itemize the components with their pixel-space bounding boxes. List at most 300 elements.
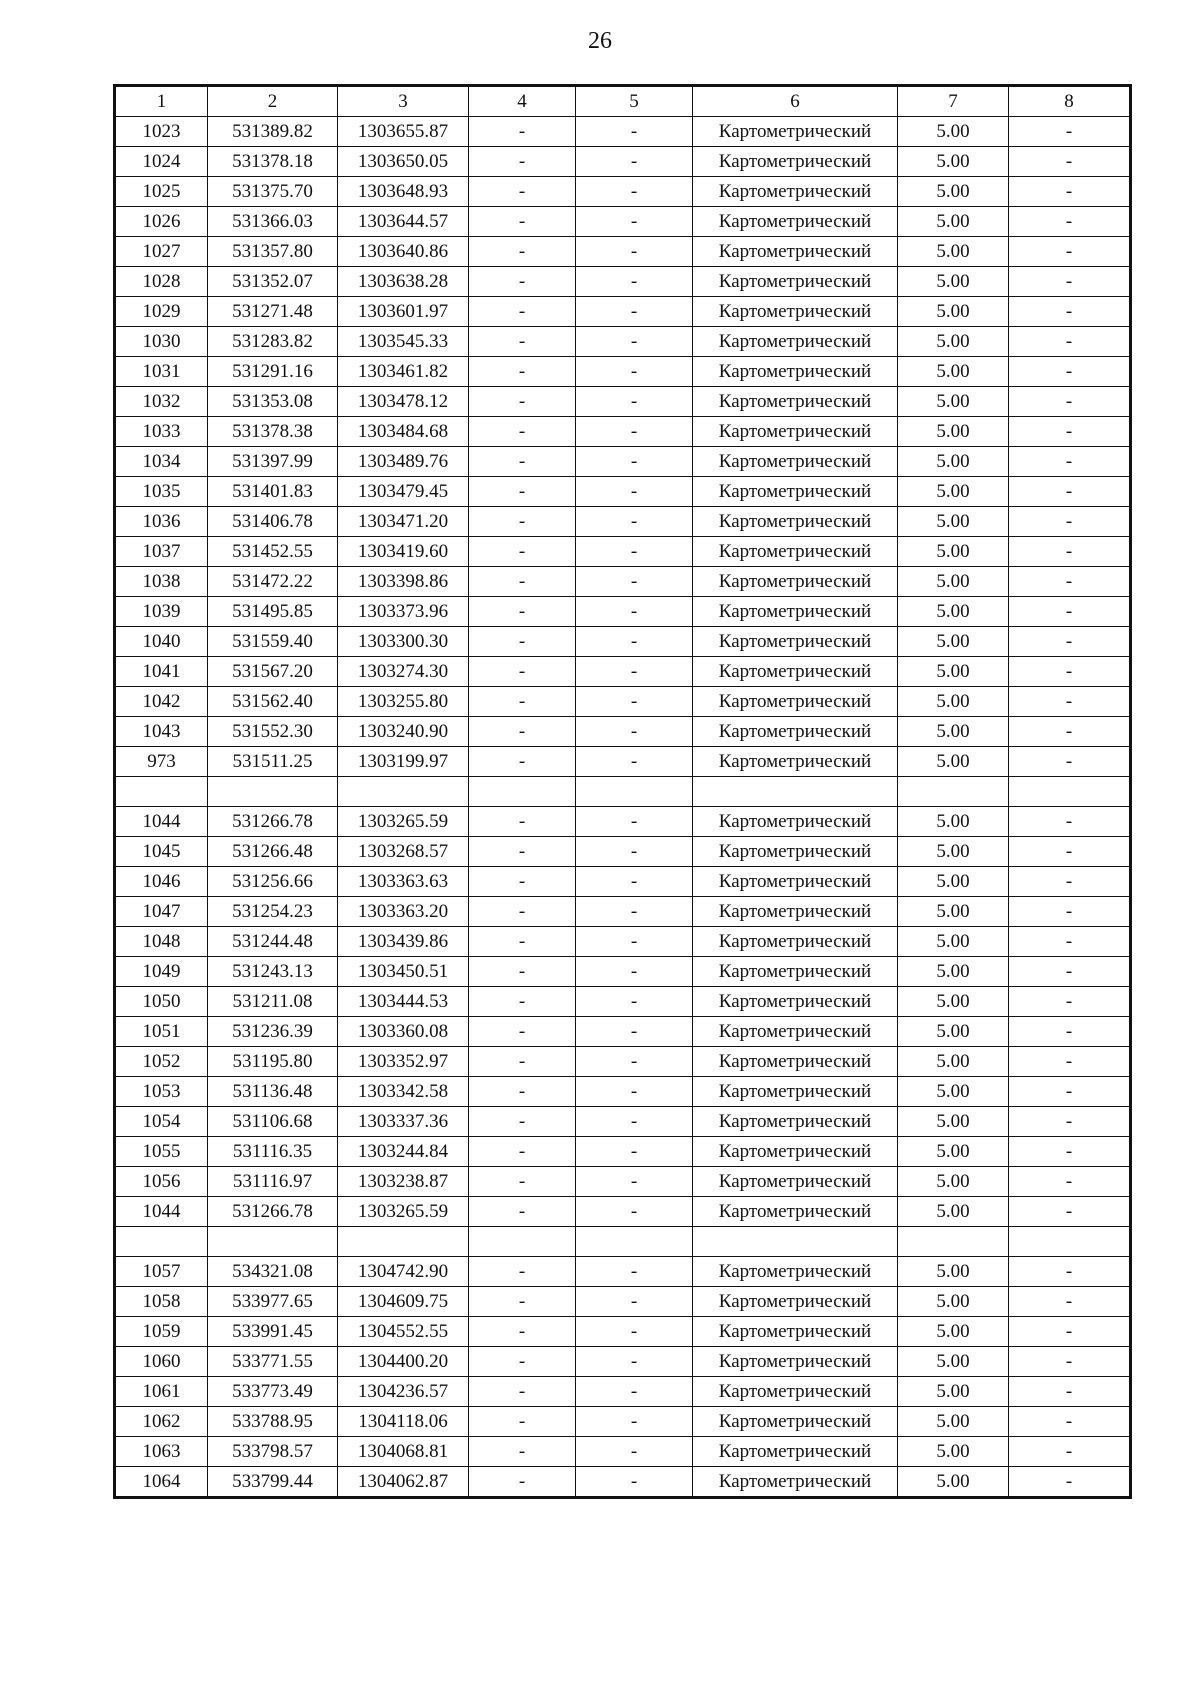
table-row (115, 237, 1131, 267)
method-cell: Картометрический (693, 747, 898, 777)
column-4-cell: - (469, 657, 576, 687)
y-coordinate-cell: 1304118.06 (338, 1407, 469, 1437)
y-coordinate-cell: 1303638.28 (338, 267, 469, 297)
x-coordinate-cell: 531236.39 (208, 1017, 338, 1047)
column-4-cell: - (469, 387, 576, 417)
page-number: 26 (588, 28, 612, 54)
point-number-cell (115, 777, 208, 807)
y-coordinate-cell: 1303255.80 (338, 687, 469, 717)
y-coordinate-cell: 1303484.68 (338, 417, 469, 447)
y-coordinate-cell: 1303199.97 (338, 747, 469, 777)
x-coordinate-cell: 531567.20 (208, 657, 338, 687)
table-row (115, 987, 1131, 1017)
column-4-cell (469, 777, 576, 807)
column-4-cell: - (469, 837, 576, 867)
x-coordinate-cell: 531266.78 (208, 1197, 338, 1227)
point-number-cell: 1047 (115, 897, 208, 927)
column-4-cell: - (469, 1317, 576, 1347)
column-5-cell: - (576, 1377, 693, 1407)
y-coordinate-cell (338, 1227, 469, 1257)
column-5-cell (576, 777, 693, 807)
x-coordinate-cell: 531283.82 (208, 327, 338, 357)
column-5-cell: - (576, 597, 693, 627)
column-8-cell: - (1009, 207, 1131, 237)
column-8-cell (1009, 1227, 1131, 1257)
x-coordinate-cell: 531378.38 (208, 417, 338, 447)
point-number-cell: 1049 (115, 957, 208, 987)
point-number-cell: 1045 (115, 837, 208, 867)
column-5-cell: - (576, 447, 693, 477)
table-row (115, 297, 1131, 327)
column-5-cell: - (576, 897, 693, 927)
point-number-cell: 1058 (115, 1287, 208, 1317)
x-coordinate-cell: 533771.55 (208, 1347, 338, 1377)
column-8-cell: - (1009, 237, 1131, 267)
column-4-cell: - (469, 867, 576, 897)
column-5-cell: - (576, 1437, 693, 1467)
point-number-cell: 1023 (115, 117, 208, 147)
table-row (115, 1407, 1131, 1437)
column-8-cell: - (1009, 1347, 1131, 1377)
x-coordinate-cell: 531552.30 (208, 717, 338, 747)
accuracy-cell (898, 777, 1009, 807)
method-cell: Картометрический (693, 357, 898, 387)
accuracy-cell: 5.00 (898, 447, 1009, 477)
x-coordinate-cell: 531116.35 (208, 1137, 338, 1167)
column-5-cell: - (576, 417, 693, 447)
point-number-cell: 1054 (115, 1107, 208, 1137)
column-5-cell: - (576, 1287, 693, 1317)
column-8-cell: - (1009, 477, 1131, 507)
accuracy-cell: 5.00 (898, 1287, 1009, 1317)
column-5-cell: - (576, 477, 693, 507)
column-8-cell: - (1009, 837, 1131, 867)
column-5-cell: - (576, 507, 693, 537)
y-coordinate-cell: 1303363.20 (338, 897, 469, 927)
table-row (115, 117, 1131, 147)
x-coordinate-cell: 531401.83 (208, 477, 338, 507)
method-cell: Картометрический (693, 1137, 898, 1167)
x-coordinate-cell: 531266.48 (208, 837, 338, 867)
table-row (115, 327, 1131, 357)
column-8-cell: - (1009, 297, 1131, 327)
point-number-cell: 1055 (115, 1137, 208, 1167)
accuracy-cell: 5.00 (898, 687, 1009, 717)
column-8-cell: - (1009, 447, 1131, 477)
method-cell (693, 777, 898, 807)
point-number-cell: 1039 (115, 597, 208, 627)
point-number-cell: 1059 (115, 1317, 208, 1347)
column-5-cell: - (576, 177, 693, 207)
point-number-cell: 1033 (115, 417, 208, 447)
accuracy-cell: 5.00 (898, 957, 1009, 987)
table-row (115, 1257, 1131, 1287)
x-coordinate-cell: 533788.95 (208, 1407, 338, 1437)
column-8-cell: - (1009, 717, 1131, 747)
table-row (115, 1047, 1131, 1077)
y-coordinate-cell: 1303268.57 (338, 837, 469, 867)
column-header: 4 (469, 86, 576, 117)
column-8-cell: - (1009, 327, 1131, 357)
y-coordinate-cell: 1303352.97 (338, 1047, 469, 1077)
method-cell: Картометрический (693, 837, 898, 867)
column-4-cell: - (469, 627, 576, 657)
column-8-cell: - (1009, 177, 1131, 207)
column-8-cell: - (1009, 117, 1131, 147)
column-4-cell: - (469, 807, 576, 837)
column-4-cell: - (469, 177, 576, 207)
y-coordinate-cell: 1303650.05 (338, 147, 469, 177)
accuracy-cell: 5.00 (898, 1077, 1009, 1107)
table-row (115, 417, 1131, 447)
method-cell (693, 1227, 898, 1257)
x-coordinate-cell: 531244.48 (208, 927, 338, 957)
column-5-cell: - (576, 987, 693, 1017)
column-8-cell: - (1009, 867, 1131, 897)
method-cell: Картометрический (693, 297, 898, 327)
table-row (115, 387, 1131, 417)
column-4-cell: - (469, 1137, 576, 1167)
table-row (115, 1017, 1131, 1047)
column-5-cell: - (576, 1077, 693, 1107)
accuracy-cell: 5.00 (898, 147, 1009, 177)
y-coordinate-cell: 1303478.12 (338, 387, 469, 417)
accuracy-cell: 5.00 (898, 927, 1009, 957)
method-cell: Картометрический (693, 117, 898, 147)
column-4-cell (469, 1227, 576, 1257)
column-5-cell: - (576, 957, 693, 987)
table-row (115, 357, 1131, 387)
x-coordinate-cell (208, 777, 338, 807)
column-5-cell: - (576, 1317, 693, 1347)
point-number-cell: 1044 (115, 807, 208, 837)
column-8-cell: - (1009, 1407, 1131, 1437)
accuracy-cell: 5.00 (898, 1257, 1009, 1287)
table-row (115, 627, 1131, 657)
x-coordinate-cell: 531256.66 (208, 867, 338, 897)
method-cell: Картометрический (693, 1317, 898, 1347)
column-5-cell: - (576, 837, 693, 867)
accuracy-cell: 5.00 (898, 1407, 1009, 1437)
column-4-cell: - (469, 1197, 576, 1227)
method-cell: Картометрический (693, 177, 898, 207)
y-coordinate-cell: 1303342.58 (338, 1077, 469, 1107)
accuracy-cell: 5.00 (898, 537, 1009, 567)
point-number-cell: 1026 (115, 207, 208, 237)
point-number-cell (115, 1227, 208, 1257)
accuracy-cell: 5.00 (898, 417, 1009, 447)
x-coordinate-cell: 533773.49 (208, 1377, 338, 1407)
x-coordinate-cell: 531116.97 (208, 1167, 338, 1197)
method-cell: Картометрический (693, 1407, 898, 1437)
point-number-cell: 1029 (115, 297, 208, 327)
column-header: 3 (338, 86, 469, 117)
method-cell: Картометрический (693, 207, 898, 237)
column-header: 1 (115, 86, 208, 117)
column-4-cell: - (469, 987, 576, 1017)
x-coordinate-cell: 531211.08 (208, 987, 338, 1017)
x-coordinate-cell: 531353.08 (208, 387, 338, 417)
column-4-cell: - (469, 267, 576, 297)
column-5-cell: - (576, 747, 693, 777)
method-cell: Картометрический (693, 627, 898, 657)
column-8-cell: - (1009, 1107, 1131, 1137)
x-coordinate-cell: 531406.78 (208, 507, 338, 537)
y-coordinate-cell: 1303601.97 (338, 297, 469, 327)
point-number-cell: 1063 (115, 1437, 208, 1467)
point-number-cell: 1035 (115, 477, 208, 507)
method-cell: Картометрический (693, 897, 898, 927)
column-4-cell: - (469, 537, 576, 567)
accuracy-cell: 5.00 (898, 477, 1009, 507)
x-coordinate-cell: 531266.78 (208, 807, 338, 837)
column-4-cell: - (469, 597, 576, 627)
table-row (115, 657, 1131, 687)
x-coordinate-cell: 531136.48 (208, 1077, 338, 1107)
x-coordinate-cell: 531562.40 (208, 687, 338, 717)
table-row (115, 267, 1131, 297)
y-coordinate-cell: 1303479.45 (338, 477, 469, 507)
method-cell: Картометрический (693, 417, 898, 447)
column-5-cell: - (576, 357, 693, 387)
column-4-cell: - (469, 357, 576, 387)
accuracy-cell: 5.00 (898, 117, 1009, 147)
accuracy-cell: 5.00 (898, 1167, 1009, 1197)
x-coordinate-cell: 531366.03 (208, 207, 338, 237)
point-number-cell: 1060 (115, 1347, 208, 1377)
accuracy-cell: 5.00 (898, 987, 1009, 1017)
column-4-cell: - (469, 297, 576, 327)
column-8-cell: - (1009, 597, 1131, 627)
column-8-cell: - (1009, 1077, 1131, 1107)
accuracy-cell: 5.00 (898, 357, 1009, 387)
point-number-cell: 973 (115, 747, 208, 777)
table-row (115, 1197, 1131, 1227)
column-8-cell: - (1009, 1317, 1131, 1347)
column-4-cell: - (469, 207, 576, 237)
column-4-cell: - (469, 957, 576, 987)
method-cell: Картометрический (693, 657, 898, 687)
table-row (115, 597, 1131, 627)
x-coordinate-cell: 533799.44 (208, 1467, 338, 1498)
column-5-cell (576, 1227, 693, 1257)
table-row (115, 927, 1131, 957)
method-cell: Картометрический (693, 447, 898, 477)
x-coordinate-cell: 531472.22 (208, 567, 338, 597)
point-number-cell: 1028 (115, 267, 208, 297)
accuracy-cell: 5.00 (898, 837, 1009, 867)
table-row (115, 1287, 1131, 1317)
y-coordinate-cell: 1304068.81 (338, 1437, 469, 1467)
method-cell: Картометрический (693, 1437, 898, 1467)
column-4-cell: - (469, 477, 576, 507)
y-coordinate-cell: 1303373.96 (338, 597, 469, 627)
column-8-cell: - (1009, 1437, 1131, 1467)
method-cell: Картометрический (693, 1197, 898, 1227)
column-4-cell: - (469, 1437, 576, 1467)
accuracy-cell: 5.00 (898, 1437, 1009, 1467)
method-cell: Картометрический (693, 1077, 898, 1107)
x-coordinate-cell: 531243.13 (208, 957, 338, 987)
column-8-cell: - (1009, 807, 1131, 837)
method-cell: Картометрический (693, 1017, 898, 1047)
y-coordinate-cell: 1304236.57 (338, 1377, 469, 1407)
column-5-cell: - (576, 267, 693, 297)
method-cell: Картометрический (693, 327, 898, 357)
column-8-cell: - (1009, 1017, 1131, 1047)
column-5-cell: - (576, 1137, 693, 1167)
point-number-cell: 1025 (115, 177, 208, 207)
column-4-cell: - (469, 237, 576, 267)
y-coordinate-cell: 1303471.20 (338, 507, 469, 537)
accuracy-cell: 5.00 (898, 1017, 1009, 1047)
column-8-cell: - (1009, 1047, 1131, 1077)
accuracy-cell: 5.00 (898, 597, 1009, 627)
y-coordinate-cell: 1304400.20 (338, 1347, 469, 1377)
column-8-cell: - (1009, 1377, 1131, 1407)
accuracy-cell: 5.00 (898, 327, 1009, 357)
column-5-cell: - (576, 927, 693, 957)
column-5-cell: - (576, 867, 693, 897)
table-row (115, 477, 1131, 507)
table-body (115, 86, 1131, 1498)
column-8-cell: - (1009, 567, 1131, 597)
accuracy-cell: 5.00 (898, 297, 1009, 327)
table-row (115, 207, 1131, 237)
x-coordinate-cell: 533991.45 (208, 1317, 338, 1347)
point-number-cell: 1032 (115, 387, 208, 417)
column-header: 2 (208, 86, 338, 117)
column-8-cell: - (1009, 1197, 1131, 1227)
y-coordinate-cell: 1303450.51 (338, 957, 469, 987)
method-cell: Картометрический (693, 1467, 898, 1498)
column-8-cell: - (1009, 537, 1131, 567)
column-5-cell: - (576, 567, 693, 597)
table-row (115, 1347, 1131, 1377)
y-coordinate-cell: 1303419.60 (338, 537, 469, 567)
table-row (115, 1437, 1131, 1467)
column-5-cell: - (576, 627, 693, 657)
point-number-cell: 1031 (115, 357, 208, 387)
column-4-cell: - (469, 447, 576, 477)
point-number-cell: 1040 (115, 627, 208, 657)
method-cell: Картометрический (693, 927, 898, 957)
x-coordinate-cell: 531271.48 (208, 297, 338, 327)
method-cell: Картометрический (693, 687, 898, 717)
y-coordinate-cell: 1304609.75 (338, 1287, 469, 1317)
column-5-cell: - (576, 117, 693, 147)
column-header: 6 (693, 86, 898, 117)
x-coordinate-cell: 531106.68 (208, 1107, 338, 1137)
column-8-cell: - (1009, 987, 1131, 1017)
point-number-cell: 1052 (115, 1047, 208, 1077)
point-number-cell: 1053 (115, 1077, 208, 1107)
accuracy-cell: 5.00 (898, 1107, 1009, 1137)
point-number-cell: 1044 (115, 1197, 208, 1227)
x-coordinate-cell: 531352.07 (208, 267, 338, 297)
column-8-cell: - (1009, 147, 1131, 177)
accuracy-cell: 5.00 (898, 237, 1009, 267)
column-4-cell: - (469, 927, 576, 957)
column-8-cell: - (1009, 1137, 1131, 1167)
point-number-cell: 1048 (115, 927, 208, 957)
column-header: 5 (576, 86, 693, 117)
method-cell: Картометрический (693, 867, 898, 897)
table-row (115, 957, 1131, 987)
column-4-cell: - (469, 1407, 576, 1437)
column-5-cell: - (576, 687, 693, 717)
column-5-cell: - (576, 1197, 693, 1227)
table-separator-row (115, 1227, 1131, 1257)
x-coordinate-cell: 531559.40 (208, 627, 338, 657)
x-coordinate-cell: 534321.08 (208, 1257, 338, 1287)
column-header: 8 (1009, 86, 1131, 117)
accuracy-cell: 5.00 (898, 1137, 1009, 1167)
method-cell: Картометрический (693, 537, 898, 567)
method-cell: Картометрический (693, 147, 898, 177)
method-cell: Картометрический (693, 477, 898, 507)
accuracy-cell: 5.00 (898, 1377, 1009, 1407)
column-8-cell: - (1009, 957, 1131, 987)
method-cell: Картометрический (693, 267, 898, 297)
accuracy-cell: 5.00 (898, 657, 1009, 687)
column-8-cell (1009, 777, 1131, 807)
point-number-cell: 1034 (115, 447, 208, 477)
accuracy-cell: 5.00 (898, 177, 1009, 207)
table-row (115, 837, 1131, 867)
column-4-cell: - (469, 897, 576, 927)
y-coordinate-cell: 1303363.63 (338, 867, 469, 897)
column-5-cell: - (576, 207, 693, 237)
method-cell: Картометрический (693, 807, 898, 837)
table-row (115, 147, 1131, 177)
accuracy-cell: 5.00 (898, 1197, 1009, 1227)
point-number-cell: 1041 (115, 657, 208, 687)
table-row (115, 1077, 1131, 1107)
y-coordinate-cell: 1303244.84 (338, 1137, 469, 1167)
point-number-cell: 1036 (115, 507, 208, 537)
column-8-cell: - (1009, 627, 1131, 657)
accuracy-cell: 5.00 (898, 1047, 1009, 1077)
method-cell: Картометрический (693, 1347, 898, 1377)
column-5-cell: - (576, 1167, 693, 1197)
method-cell: Картометрический (693, 987, 898, 1017)
column-5-cell: - (576, 147, 693, 177)
method-cell: Картометрический (693, 1287, 898, 1317)
y-coordinate-cell: 1303360.08 (338, 1017, 469, 1047)
point-number-cell: 1064 (115, 1467, 208, 1498)
column-4-cell: - (469, 1017, 576, 1047)
column-4-cell: - (469, 507, 576, 537)
y-coordinate-cell: 1303439.86 (338, 927, 469, 957)
table-row (115, 717, 1131, 747)
method-cell: Картометрический (693, 387, 898, 417)
column-4-cell: - (469, 717, 576, 747)
point-number-cell: 1043 (115, 717, 208, 747)
accuracy-cell: 5.00 (898, 387, 1009, 417)
column-8-cell: - (1009, 1167, 1131, 1197)
y-coordinate-cell: 1303337.36 (338, 1107, 469, 1137)
column-8-cell: - (1009, 657, 1131, 687)
method-cell: Картометрический (693, 507, 898, 537)
column-4-cell: - (469, 327, 576, 357)
accuracy-cell: 5.00 (898, 1347, 1009, 1377)
table-row (115, 1317, 1131, 1347)
point-number-cell: 1030 (115, 327, 208, 357)
y-coordinate-cell: 1303640.86 (338, 237, 469, 267)
column-4-cell: - (469, 1167, 576, 1197)
accuracy-cell: 5.00 (898, 747, 1009, 777)
